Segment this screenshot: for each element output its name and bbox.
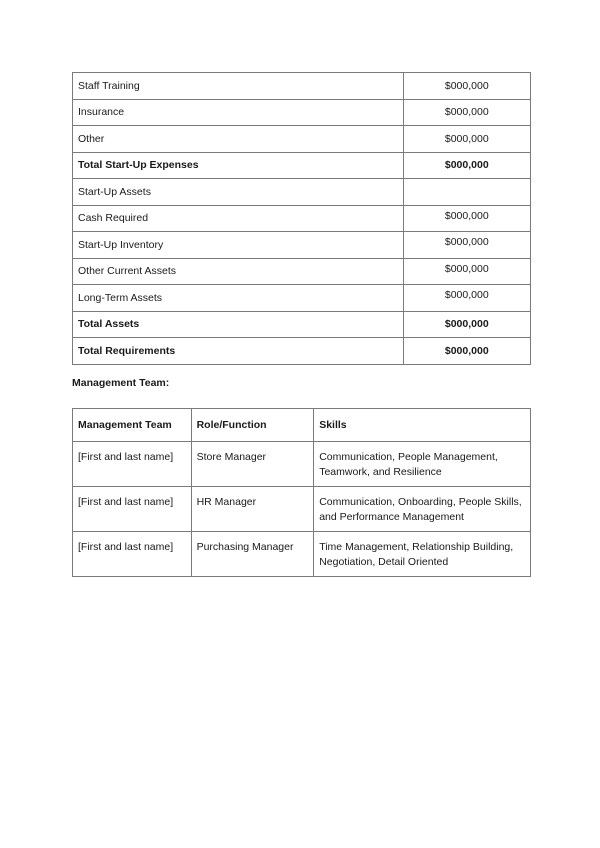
table-row bbox=[73, 487, 531, 532]
row-label: Other Current Assets bbox=[73, 258, 404, 285]
table-header-row bbox=[73, 409, 531, 442]
row-value: $000,000 bbox=[403, 338, 530, 365]
row-label: Total Requirements bbox=[73, 338, 404, 365]
row-value: $000,000 bbox=[403, 232, 530, 259]
table-row bbox=[73, 126, 531, 153]
table-row bbox=[73, 442, 531, 487]
table-row-total bbox=[73, 311, 531, 338]
member-name: [First and last name] bbox=[73, 442, 192, 487]
table-row bbox=[73, 232, 531, 259]
row-label: Long-Term Assets bbox=[73, 285, 404, 312]
row-value: $000,000 bbox=[403, 126, 530, 153]
member-name: [First and last name] bbox=[73, 532, 192, 577]
table-row bbox=[73, 205, 531, 232]
row-label: Cash Required bbox=[73, 205, 404, 232]
table-row bbox=[73, 73, 531, 100]
column-header: Skills bbox=[314, 409, 531, 442]
column-header: Management Team bbox=[73, 409, 192, 442]
row-label: Start-Up Assets bbox=[73, 179, 404, 206]
column-header: Role/Function bbox=[191, 409, 314, 442]
table-row bbox=[73, 99, 531, 126]
table-row-total bbox=[73, 338, 531, 365]
row-value: $000,000 bbox=[403, 285, 530, 312]
row-label: Total Start-Up Expenses bbox=[73, 152, 404, 179]
row-label: Start-Up Inventory bbox=[73, 232, 404, 259]
row-label: Insurance bbox=[73, 99, 404, 126]
management-heading: Management Team: bbox=[72, 377, 170, 389]
row-value: $000,000 bbox=[403, 73, 530, 100]
row-value: $000,000 bbox=[403, 311, 530, 338]
row-value bbox=[403, 179, 530, 206]
row-value: $000,000 bbox=[403, 152, 530, 179]
table-row bbox=[73, 285, 531, 312]
table-row bbox=[73, 258, 531, 285]
member-role: HR Manager bbox=[191, 487, 314, 532]
member-skills: Time Management, Relationship Building, Negotiation, Detail Oriented bbox=[314, 532, 531, 577]
table-row bbox=[73, 532, 531, 577]
member-skills: Communication, People Management, Teamwork, and Resilience bbox=[314, 442, 531, 487]
row-label: Total Assets bbox=[73, 311, 404, 338]
startup-costs-table bbox=[72, 72, 531, 365]
row-label: Other bbox=[73, 126, 404, 153]
row-value: $000,000 bbox=[403, 205, 530, 232]
member-role: Store Manager bbox=[191, 442, 314, 487]
member-skills: Communication, Onboarding, People Skills, and Performance Management bbox=[314, 487, 531, 532]
row-label: Staff Training bbox=[73, 73, 404, 100]
table-row bbox=[73, 179, 531, 206]
member-role: Purchasing Manager bbox=[191, 532, 314, 577]
member-name: [First and last name] bbox=[73, 487, 192, 532]
table-row-total bbox=[73, 152, 531, 179]
row-value: $000,000 bbox=[403, 258, 530, 285]
management-team-table bbox=[72, 408, 531, 577]
row-value: $000,000 bbox=[403, 99, 530, 126]
